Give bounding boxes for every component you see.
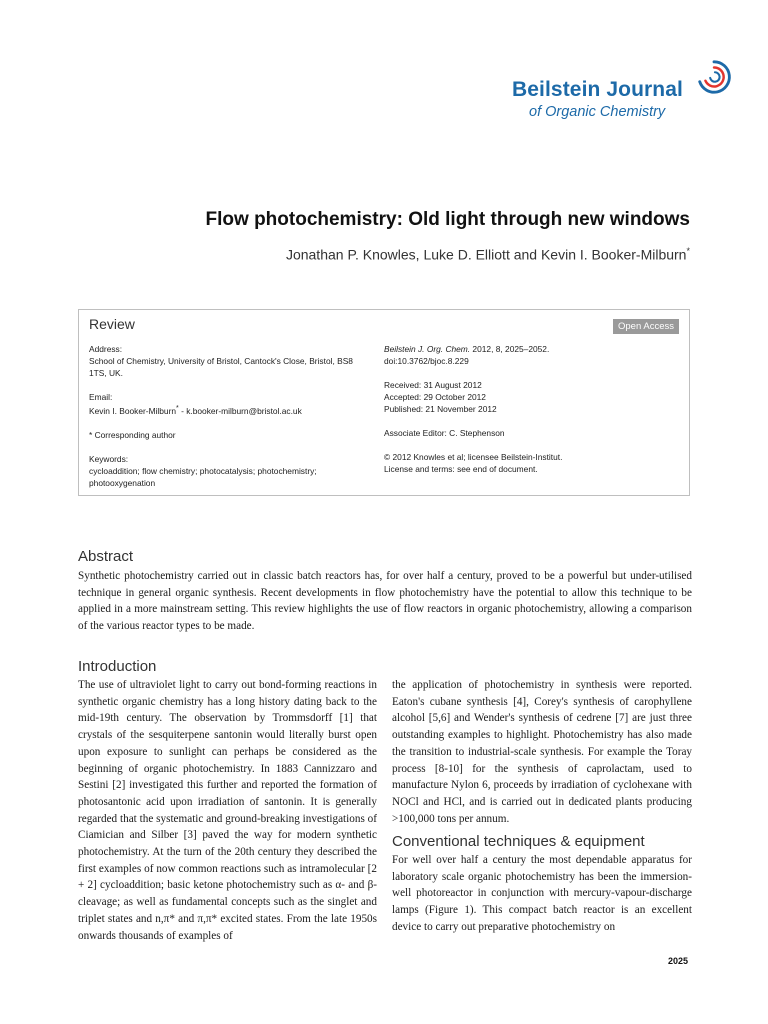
associate-editor: Associate Editor: C. Stephenson <box>384 428 505 438</box>
corresponding-note: * Corresponding author <box>89 429 176 440</box>
address-label: Address: <box>89 344 123 354</box>
conventional-techniques-heading: Conventional techniques & equipment <box>392 833 645 850</box>
introduction-right-column: the application of photochemistry in synthesis were reported. Eaton's cubane synthesis [4], Corey's synthesis of carophyllene alcohol [5,6] and Wender's synthesis of cedrene [7] are just three outstanding examples to highlight. Photochemistry has also made the transition to industrial-scale synthesis. For example the Toray process [8-10] for the synthesis of caprolactam, used to manufacture Nylon 6, proceeds by irradiation of cyclohexane with NOCl and HCl, and is carried out in dedicated plants producing >100,000 tons per annum. <box>392 679 692 825</box>
open-access-badge: Open Access <box>613 319 679 334</box>
published-date: Published: 21 November 2012 <box>384 404 497 414</box>
address-text: School of Chemistry, University of Bristol, Cantock's Close, Bristol, BS8 1TS, UK. <box>89 356 353 378</box>
journal-subtitle: of Organic Chemistry <box>529 104 666 120</box>
info-left-column <box>89 343 369 489</box>
article-title: Flow photochemistry: Old light through new windows <box>205 209 690 230</box>
page-number: 2025 <box>667 956 688 966</box>
info-right-column <box>384 343 674 475</box>
copyright: © 2012 Knowles et al; licensee Beilstein-Institut. <box>384 452 563 462</box>
abstract-text: Synthetic photochemistry carried out in classic batch reactors has, for over half a century, proved to be a powerful but under-utilised technique in general organic synthesis. Recent developments in flow photochemistry have the potential to allow this technique to be applied in a more mainstream setting. This review highlights the use of flow reactors in organic photochemistry, allowing a comparison of the various reactor types to be made. <box>78 570 692 633</box>
accepted-date: Accepted: 29 October 2012 <box>384 392 486 402</box>
journal-name: Beilstein Journal <box>512 78 683 101</box>
email-line: Kevin I. Booker-Milburn* - k.booker-milburn@bristol.ac.uk <box>89 405 302 416</box>
article-type: Review <box>89 316 135 332</box>
received-date: Received: 31 August 2012 <box>384 380 482 390</box>
keywords-label: Keywords: <box>89 453 129 464</box>
abstract-heading: Abstract <box>78 548 134 565</box>
article-info-box <box>78 309 690 496</box>
article-authors: Jonathan P. Knowles, Luke D. Elliott and Kevin I. Booker-Milburn* <box>285 246 690 263</box>
email-label: Email: <box>89 392 113 402</box>
journal-swirl-icon <box>695 58 733 96</box>
citation: Beilstein J. Org. Chem. 2012, 8, 2025–2052. <box>384 344 550 354</box>
email-link[interactable]: - k.booker-milburn@bristol.ac.uk <box>178 405 302 416</box>
conventional-techniques-text: For well over half a century the most dependable apparatus for laboratory scale organic photochemistry has been the immersion-well photoreactor in conjunction with mercury-vapour-discharge lamps (Figure 1). This compact batch reactor is an excellent device to carry out preparative photochemistry on <box>392 854 692 933</box>
license-terms: License and terms: see end of document. <box>384 464 538 474</box>
journal-logo <box>512 58 722 128</box>
keywords-text: cycloaddition; flow chemistry; photocatalysis; photochemistry; photooxygenation <box>89 465 317 488</box>
doi-link[interactable]: doi:10.3762/bjoc.8.229 <box>384 356 469 366</box>
introduction-heading: Introduction <box>78 658 157 675</box>
introduction-left-column: The use of ultraviolet light to carry out bond-forming reactions in synthetic organic chemistry has a long history dating back to the mid-19th century. The observation by Trommsdorff [1] that crystals of the sesquiterpene santonin would literally burst open upon exposure to sunlight can perhaps be considered as the beginning of organic photochemistry. In 1883 Cannizzaro and Sestini [2] investigated this further and reported the formation of photosantonic acid upon irradiation of santonin. It is generally regarded that the systematic and ground-breaking investigations of Ciamician and Silber [3] paved the way for modern synthetic photochemistry. At the turn of the 20th century they described the first examples of now common reactions such as intramolecular [2 + 2] cycloaddition; basic ketone photochemistry such as α- and β-cleavage; as well as fundamental concepts such as the singlet and triplet states and n,π* and π,π* excited states. From the late 1950s onwards thousands of examples of <box>78 679 377 942</box>
